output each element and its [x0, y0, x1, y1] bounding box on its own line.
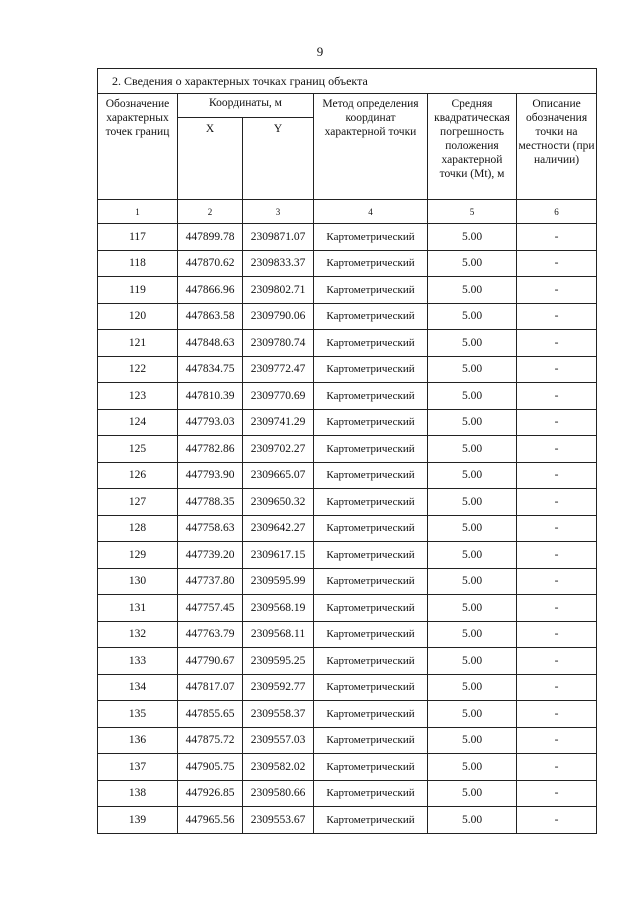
- table-row: [98, 224, 597, 251]
- cell-point-id: 137: [98, 754, 178, 781]
- cell-point-id: 124: [98, 409, 178, 436]
- cell-method: Картометрический: [314, 674, 428, 701]
- cell-x: 447793.90: [178, 462, 243, 489]
- cell-method: Картометрический: [314, 621, 428, 648]
- cell-x: 447866.96: [178, 277, 243, 304]
- cell-y: 2309642.27: [243, 515, 314, 542]
- table-row: [98, 754, 597, 781]
- cell-error: 5.00: [428, 542, 517, 569]
- cell-point-id: 136: [98, 727, 178, 754]
- cell-description: -: [517, 356, 597, 383]
- table-row: [98, 383, 597, 410]
- column-number: 2: [178, 200, 243, 224]
- cell-point-id: 130: [98, 568, 178, 595]
- table-row: [98, 515, 597, 542]
- column-number: 3: [243, 200, 314, 224]
- header-y: Y: [243, 118, 314, 200]
- cell-y: 2309650.32: [243, 489, 314, 516]
- table-row: [98, 409, 597, 436]
- cell-point-id: 120: [98, 303, 178, 330]
- cell-x: 447863.58: [178, 303, 243, 330]
- cell-description: -: [517, 648, 597, 675]
- cell-y: 2309553.67: [243, 807, 314, 834]
- cell-description: -: [517, 383, 597, 410]
- cell-method: Картометрический: [314, 754, 428, 781]
- cell-method: Картометрический: [314, 489, 428, 516]
- cell-error: 5.00: [428, 754, 517, 781]
- cell-error: 5.00: [428, 515, 517, 542]
- cell-method: Картометрический: [314, 436, 428, 463]
- column-numbers-row: [98, 200, 597, 224]
- cell-error: 5.00: [428, 462, 517, 489]
- table-row: [98, 462, 597, 489]
- column-number: 4: [314, 200, 428, 224]
- cell-y: 2309582.02: [243, 754, 314, 781]
- cell-method: Картометрический: [314, 727, 428, 754]
- cell-error: 5.00: [428, 780, 517, 807]
- cell-error: 5.00: [428, 224, 517, 251]
- cell-x: 447763.79: [178, 621, 243, 648]
- cell-description: -: [517, 515, 597, 542]
- cell-point-id: 126: [98, 462, 178, 489]
- header-method: Метод определения координат характерной точки: [314, 94, 428, 200]
- cell-error: 5.00: [428, 727, 517, 754]
- table-row: [98, 250, 597, 277]
- table-row: [98, 701, 597, 728]
- cell-description: -: [517, 701, 597, 728]
- cell-point-id: 132: [98, 621, 178, 648]
- cell-method: Картометрический: [314, 701, 428, 728]
- table-caption: 2. Сведения о характерных точках границ объекта: [98, 69, 597, 94]
- cell-y: 2309665.07: [243, 462, 314, 489]
- cell-point-id: 117: [98, 224, 178, 251]
- table-row: [98, 303, 597, 330]
- cell-y: 2309802.71: [243, 277, 314, 304]
- cell-x: 447848.63: [178, 330, 243, 357]
- cell-method: Картометрический: [314, 542, 428, 569]
- cell-method: Картометрический: [314, 250, 428, 277]
- column-number: 5: [428, 200, 517, 224]
- cell-method: Картометрический: [314, 780, 428, 807]
- cell-y: 2309871.07: [243, 224, 314, 251]
- cell-error: 5.00: [428, 568, 517, 595]
- cell-description: -: [517, 489, 597, 516]
- cell-description: -: [517, 621, 597, 648]
- cell-error: 5.00: [428, 489, 517, 516]
- cell-method: Картометрический: [314, 224, 428, 251]
- cell-point-id: 135: [98, 701, 178, 728]
- table-row: [98, 489, 597, 516]
- cell-y: 2309580.66: [243, 780, 314, 807]
- cell-description: -: [517, 462, 597, 489]
- cell-method: Картометрический: [314, 462, 428, 489]
- cell-method: Картометрический: [314, 356, 428, 383]
- cell-x: 447905.75: [178, 754, 243, 781]
- cell-x: 447810.39: [178, 383, 243, 410]
- cell-point-id: 123: [98, 383, 178, 410]
- table-row: [98, 648, 597, 675]
- cell-description: -: [517, 409, 597, 436]
- cell-x: 447737.80: [178, 568, 243, 595]
- header-error: Средняя квадратическая погрешность положения характерной точки (Mt), м: [428, 94, 517, 200]
- cell-x: 447817.07: [178, 674, 243, 701]
- cell-y: 2309741.29: [243, 409, 314, 436]
- cell-point-id: 129: [98, 542, 178, 569]
- cell-error: 5.00: [428, 807, 517, 834]
- column-number: 6: [517, 200, 597, 224]
- cell-y: 2309592.77: [243, 674, 314, 701]
- cell-point-id: 139: [98, 807, 178, 834]
- cell-method: Картометрический: [314, 515, 428, 542]
- table-row: [98, 780, 597, 807]
- cell-x: 447834.75: [178, 356, 243, 383]
- cell-x: 447790.67: [178, 648, 243, 675]
- table-row: [98, 727, 597, 754]
- cell-point-id: 138: [98, 780, 178, 807]
- header-designation: Обозначение характерных точек границ: [98, 94, 178, 200]
- cell-y: 2309568.11: [243, 621, 314, 648]
- header-x: X: [178, 118, 243, 200]
- cell-method: Картометрический: [314, 807, 428, 834]
- cell-y: 2309702.27: [243, 436, 314, 463]
- header-description: Описание обозначения точки на местности (при наличии): [517, 94, 597, 200]
- cell-point-id: 134: [98, 674, 178, 701]
- cell-x: 447782.86: [178, 436, 243, 463]
- cell-method: Картометрический: [314, 303, 428, 330]
- cell-description: -: [517, 277, 597, 304]
- cell-point-id: 127: [98, 489, 178, 516]
- header-coordinates: Координаты, м: [178, 94, 314, 118]
- table-body: [98, 224, 597, 834]
- cell-error: 5.00: [428, 356, 517, 383]
- cell-description: -: [517, 303, 597, 330]
- cell-x: 447739.20: [178, 542, 243, 569]
- cell-y: 2309595.25: [243, 648, 314, 675]
- cell-description: -: [517, 436, 597, 463]
- table-row: [98, 436, 597, 463]
- cell-description: -: [517, 542, 597, 569]
- cell-error: 5.00: [428, 277, 517, 304]
- cell-description: -: [517, 250, 597, 277]
- cell-point-id: 133: [98, 648, 178, 675]
- table-row: [98, 277, 597, 304]
- cell-point-id: 119: [98, 277, 178, 304]
- cell-y: 2309833.37: [243, 250, 314, 277]
- cell-description: -: [517, 674, 597, 701]
- cell-description: -: [517, 595, 597, 622]
- cell-point-id: 131: [98, 595, 178, 622]
- cell-y: 2309595.99: [243, 568, 314, 595]
- cell-point-id: 122: [98, 356, 178, 383]
- cell-y: 2309790.06: [243, 303, 314, 330]
- cell-description: -: [517, 568, 597, 595]
- cell-x: 447870.62: [178, 250, 243, 277]
- cell-x: 447788.35: [178, 489, 243, 516]
- table-row: [98, 568, 597, 595]
- cell-method: Картометрический: [314, 409, 428, 436]
- table-row: [98, 674, 597, 701]
- cell-error: 5.00: [428, 250, 517, 277]
- cell-description: -: [517, 727, 597, 754]
- cell-x: 447757.45: [178, 595, 243, 622]
- table-row: [98, 356, 597, 383]
- cell-y: 2309568.19: [243, 595, 314, 622]
- cell-y: 2309772.47: [243, 356, 314, 383]
- cell-y: 2309780.74: [243, 330, 314, 357]
- table-row: [98, 621, 597, 648]
- table-row: [98, 542, 597, 569]
- cell-y: 2309558.37: [243, 701, 314, 728]
- cell-error: 5.00: [428, 409, 517, 436]
- table-row: [98, 807, 597, 834]
- cell-error: 5.00: [428, 303, 517, 330]
- cell-x: 447855.65: [178, 701, 243, 728]
- cell-error: 5.00: [428, 595, 517, 622]
- cell-description: -: [517, 330, 597, 357]
- cell-x: 447793.03: [178, 409, 243, 436]
- cell-method: Картометрический: [314, 330, 428, 357]
- cell-error: 5.00: [428, 436, 517, 463]
- cell-description: -: [517, 780, 597, 807]
- table-row: [98, 595, 597, 622]
- cell-x: 447965.56: [178, 807, 243, 834]
- cell-error: 5.00: [428, 648, 517, 675]
- cell-point-id: 128: [98, 515, 178, 542]
- cell-method: Картометрический: [314, 383, 428, 410]
- cell-point-id: 121: [98, 330, 178, 357]
- cell-description: -: [517, 807, 597, 834]
- cell-method: Картометрический: [314, 568, 428, 595]
- cell-x: 447899.78: [178, 224, 243, 251]
- cell-point-id: 125: [98, 436, 178, 463]
- boundary-points-table: [97, 68, 597, 834]
- cell-y: 2309617.15: [243, 542, 314, 569]
- cell-error: 5.00: [428, 330, 517, 357]
- cell-method: Картометрический: [314, 648, 428, 675]
- cell-method: Картометрический: [314, 595, 428, 622]
- cell-error: 5.00: [428, 383, 517, 410]
- page-number: 9: [316, 44, 324, 59]
- cell-error: 5.00: [428, 674, 517, 701]
- table-row: [98, 330, 597, 357]
- cell-description: -: [517, 754, 597, 781]
- cell-error: 5.00: [428, 621, 517, 648]
- cell-point-id: 118: [98, 250, 178, 277]
- cell-x: 447875.72: [178, 727, 243, 754]
- cell-x: 447926.85: [178, 780, 243, 807]
- column-number: 1: [98, 200, 178, 224]
- cell-error: 5.00: [428, 701, 517, 728]
- cell-y: 2309557.03: [243, 727, 314, 754]
- cell-y: 2309770.69: [243, 383, 314, 410]
- cell-x: 447758.63: [178, 515, 243, 542]
- cell-description: -: [517, 224, 597, 251]
- cell-method: Картометрический: [314, 277, 428, 304]
